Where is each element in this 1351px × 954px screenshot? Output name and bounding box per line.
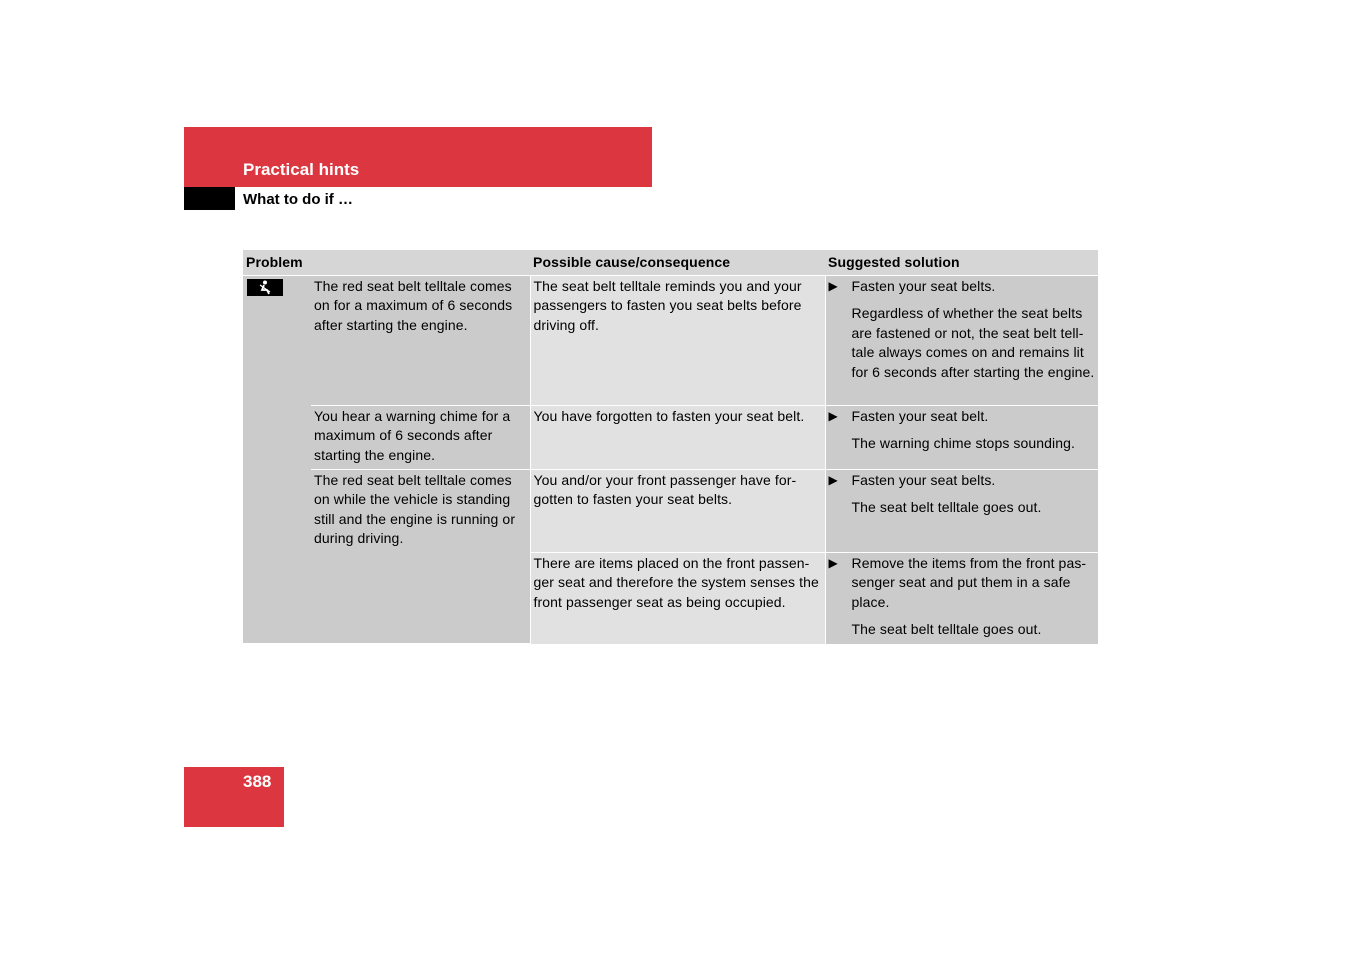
solution-cell: [825, 470, 1098, 553]
subsection-marker: [184, 187, 235, 210]
seat-belt-warning-icon: [247, 279, 283, 296]
bullet-arrow-icon: ▶: [828, 473, 838, 487]
cause-text: You and/or your front passenger have for-gotten to fasten your seat belts.: [530, 470, 825, 553]
bullet-arrow-icon: ▶: [828, 409, 838, 423]
solution-result: Regardless of whether the seat belts are fastened or not, the seat belt tell-tale always comes on and remains lit for 6 seconds after starting the engine.: [851, 305, 1095, 380]
solution-cell: [825, 406, 1098, 470]
solution-step: [829, 471, 1096, 490]
cause-text: There are items placed on the front passen-ger seat and therefore the system senses the front passenger seat as being occupied.: [530, 553, 825, 644]
solution-result: The warning chime stops sounding.: [851, 435, 1076, 452]
troubleshooting-table: [243, 250, 1098, 644]
solution-step-text: Fasten your seat belt.: [851, 408, 989, 424]
column-header-cause: Possible cause/consequence: [530, 250, 825, 276]
problem-text: The red seat belt telltale comes on for a maximum of 6 seconds after starting the engine.: [311, 276, 530, 406]
solution-step-text: Remove the items from the front pas-senger seat and put them in a safe place.: [851, 555, 1087, 610]
cause-text: The seat belt telltale reminds you and your passengers to fasten you seat belts before driving off.: [530, 276, 825, 406]
column-header-solution: Suggested solution: [825, 250, 1098, 276]
bullet-arrow-icon: ▶: [828, 556, 838, 570]
table-row: [243, 470, 1098, 553]
table-row: [243, 276, 1098, 406]
problem-text: The red seat belt telltale comes on while the vehicle is standing still and the engine is running or during driving.: [311, 470, 530, 644]
solution-cell: [825, 276, 1098, 406]
solution-step-text: Fasten your seat belts.: [851, 278, 996, 294]
problem-text: You hear a warning chime for a maximum of 6 seconds after starting the engine.: [311, 406, 530, 470]
solution-step: [829, 277, 1096, 296]
solution-step: [829, 407, 1096, 426]
column-header-problem: Problem: [243, 250, 530, 276]
problem-icon-cell: [243, 276, 311, 644]
page-number: 388: [243, 772, 272, 791]
cause-text: You have forgotten to fasten your seat belt.: [530, 406, 825, 470]
solution-cell: [825, 553, 1098, 644]
solution-step: [829, 554, 1096, 612]
bullet-arrow-icon: ▶: [828, 279, 838, 293]
table-header-row: [243, 250, 1098, 276]
solution-result: The seat belt telltale goes out.: [851, 621, 1042, 638]
table-row: [243, 406, 1098, 470]
section-title: Practical hints: [243, 160, 360, 179]
solution-result: The seat belt telltale goes out.: [851, 499, 1042, 516]
solution-step-text: Fasten your seat belts.: [851, 472, 996, 488]
subsection-title: What to do if …: [243, 191, 353, 208]
